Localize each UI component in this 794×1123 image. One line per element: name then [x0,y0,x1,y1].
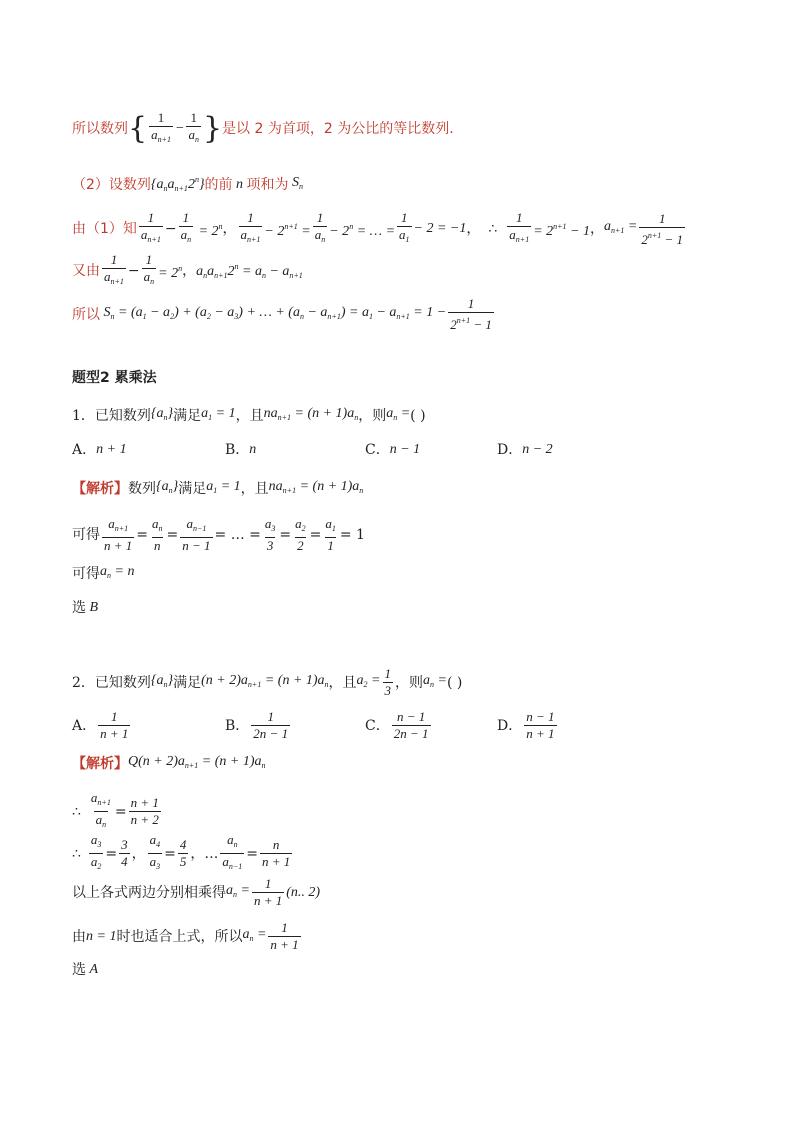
sep: ， [190,845,205,862]
sep: ， [590,221,605,237]
text: 又由 [72,263,100,279]
text: 以上各式两边分别相乘得 [72,884,226,901]
q2-analysis: 【解析】 $Q(n + 2)a_{n+1} = (n + 1)a_n$ [72,754,266,772]
part2-so: 所以 $S_n = (a_1 - a_2) + (a_2 - a_3)$ + … + $(a_n - a_{n+1}) = a_1 - a_{n+1} = 1$ − $\frac{1}{2^{n+1} - 1}$ [72,296,492,332]
text: 时也适合上式，所以 [116,928,243,945]
section-title [72,368,157,388]
text: ，且 [235,408,264,424]
answer-blank: ( ) [410,408,426,424]
therefore-symbol: ∴ [72,845,81,862]
sep: ， [182,263,197,279]
text: 满足 [173,408,202,424]
option-label: D． [497,442,523,458]
q1-option-c[interactable]: C． n − 1 [365,442,421,458]
part2-from1: 由（1）知 $\frac{1}{a_{n+1}}$ − $\frac{1}{a_n}$ = $2^n$ ， $\frac{1}{a_{n+1}}$ − $2^{n+1}$ = $\frac{1}{a_n}$ − $2^n$ = … = $\frac{1}{a_1}$ − 2 = −1 ， ∴ $\frac{1}{a_{n+1}}$ = $2^{n+1} - 1$ ， $a_{n+1}$ = $\frac{1}{2^{n+1} - 1}$ [72,210,684,247]
q2-n1: 由 n = 1 时也适合上式，所以 $a_n$ = $\frac{1}{n + 1}$ [72,920,299,952]
text: 满足 [173,674,202,691]
answer-blank: ( ) [446,674,463,691]
option-label: D． [497,717,523,734]
text: 的前 [204,176,233,193]
question-number: 2． [72,674,95,691]
text: 已知数列 [94,674,151,691]
part2-intro [72,170,303,199]
var-S: $S_n$ [288,174,304,191]
text: 项和为 [246,176,289,193]
text: 选 [72,962,86,978]
part2-also: 又由 $\frac{1}{a_{n+1}}$ − $\frac{1}{a_n}$ = $2^n$ ， $a_na_{n+1}2^n = a_n - a_{n+1}$ [72,252,303,290]
text: ，则 [358,408,387,424]
option-label: A． [72,442,97,458]
q1-option-a[interactable]: A． n + 1 [72,442,127,458]
text: 由（1）知 [72,221,137,237]
q1-answer: 选 B [72,600,99,616]
text: 所以 [72,306,100,323]
text: 是以 2 为首项，2 为公比的等比数列. [222,121,454,137]
option-label: C． [365,442,390,458]
question-number: 1． [72,408,95,424]
sequence-expression: { $\frac{1}{a_{n+1}}$ − $\frac{1}{a_n}$ } [128,110,223,146]
q1-derivation: 可得 $\frac{a_{n+1}}{n + 1}$ = $\frac{a_n}{n}$ = $\frac{a_{n-1}}{n - 1}$ = … = $\frac{a_3}{3}$ = $\frac{a_2}{2}$ = $\frac{a_1}{1}$ = 1 [72,516,365,553]
q1-result: 可得 $a_n = n$ [72,564,135,582]
text: 所以数列 [72,121,128,137]
text: 已知数列 [94,408,151,424]
q1-option-b[interactable]: B． n [225,442,257,458]
text: ，则 [395,674,423,691]
var-n: n [232,176,247,192]
q2-ratios: ∴ $\frac{a_3}{a_2}$ = $\frac{3}{4}$ ， $\frac{a_4}{a_3}$ = $\frac{4}{5}$ ， … $\frac{a_n}{a_{n-1}}$ = $\frac{n}{n + 1}$ [72,832,294,875]
analysis-tag: 【解析】 [72,481,128,497]
text: 选 [72,600,86,616]
text: ，且 [240,481,269,497]
q1-stem: 1． 已知数列 $\{a_n\}$ 满足 $a_1 = 1$ ，且 $na_{n+1} = (n + 1)a_n$ ，则 $a_n$ = ( ) [72,406,426,424]
part1-conclusion [72,110,454,148]
q2-stem: 2． 已知数列 $\{a_n\}$ 满足 $(n + 2)a_{n+1} = (n + 1)a_n$ ，且 $a_2$ = $\frac{1}{3}$ ，则 $a_n$ = ( ) [72,666,463,698]
q1-option-d[interactable]: D． n − 2 [497,442,553,458]
q2-ratio: ∴ $\frac{a_{n+1}}{a_n}$ = $\frac{n + 1}{n + 2}$ [72,790,163,833]
sep: ， [131,845,146,862]
option-label: B． [225,442,250,458]
q2-option-a[interactable]: A． $\frac{1}{n + 1}$ [72,709,129,741]
option-label: A． [72,717,97,734]
q2-option-d[interactable]: D． $\frac{n - 1}{n + 1}$ [497,709,555,741]
therefore-symbol: ∴ [488,221,498,237]
text: 满足 [178,481,207,497]
text: 可得 [72,527,100,543]
q2-option-c[interactable]: C． $\frac{n - 1}{2n - 1}$ [365,709,429,741]
therefore-symbol: ∴ [72,803,81,820]
q2-option-b[interactable]: B． $\frac{1}{2n - 1}$ [225,709,289,741]
text: 数列 [128,481,156,497]
option-label: C． [365,717,390,734]
q2-multiply: 以上各式两边分别相乘得 $a_n$ = $\frac{1}{n + 1}$ (n.. 2) [72,876,321,908]
q2-answer: 选 A [72,962,99,978]
q1-analysis: 【解析】 数列 $\{a_n\}$ 满足 $a_1 = 1$ ，且 $na_{n+1} = (n + 1)a_n$ [72,479,364,497]
text: 题型2 累乘法 [72,370,157,386]
option-label: B． [225,717,250,734]
sequence-formula: $\{a_na_{n+1}2^n\}$ [150,175,205,193]
sep: ， [466,221,481,237]
text: 由 [72,928,86,945]
text: 可得 [72,566,100,582]
sep: ， [222,221,237,237]
text: （2）设数列 [72,176,151,193]
text: ，且 [328,674,357,691]
analysis-tag: 【解析】 [72,756,128,772]
